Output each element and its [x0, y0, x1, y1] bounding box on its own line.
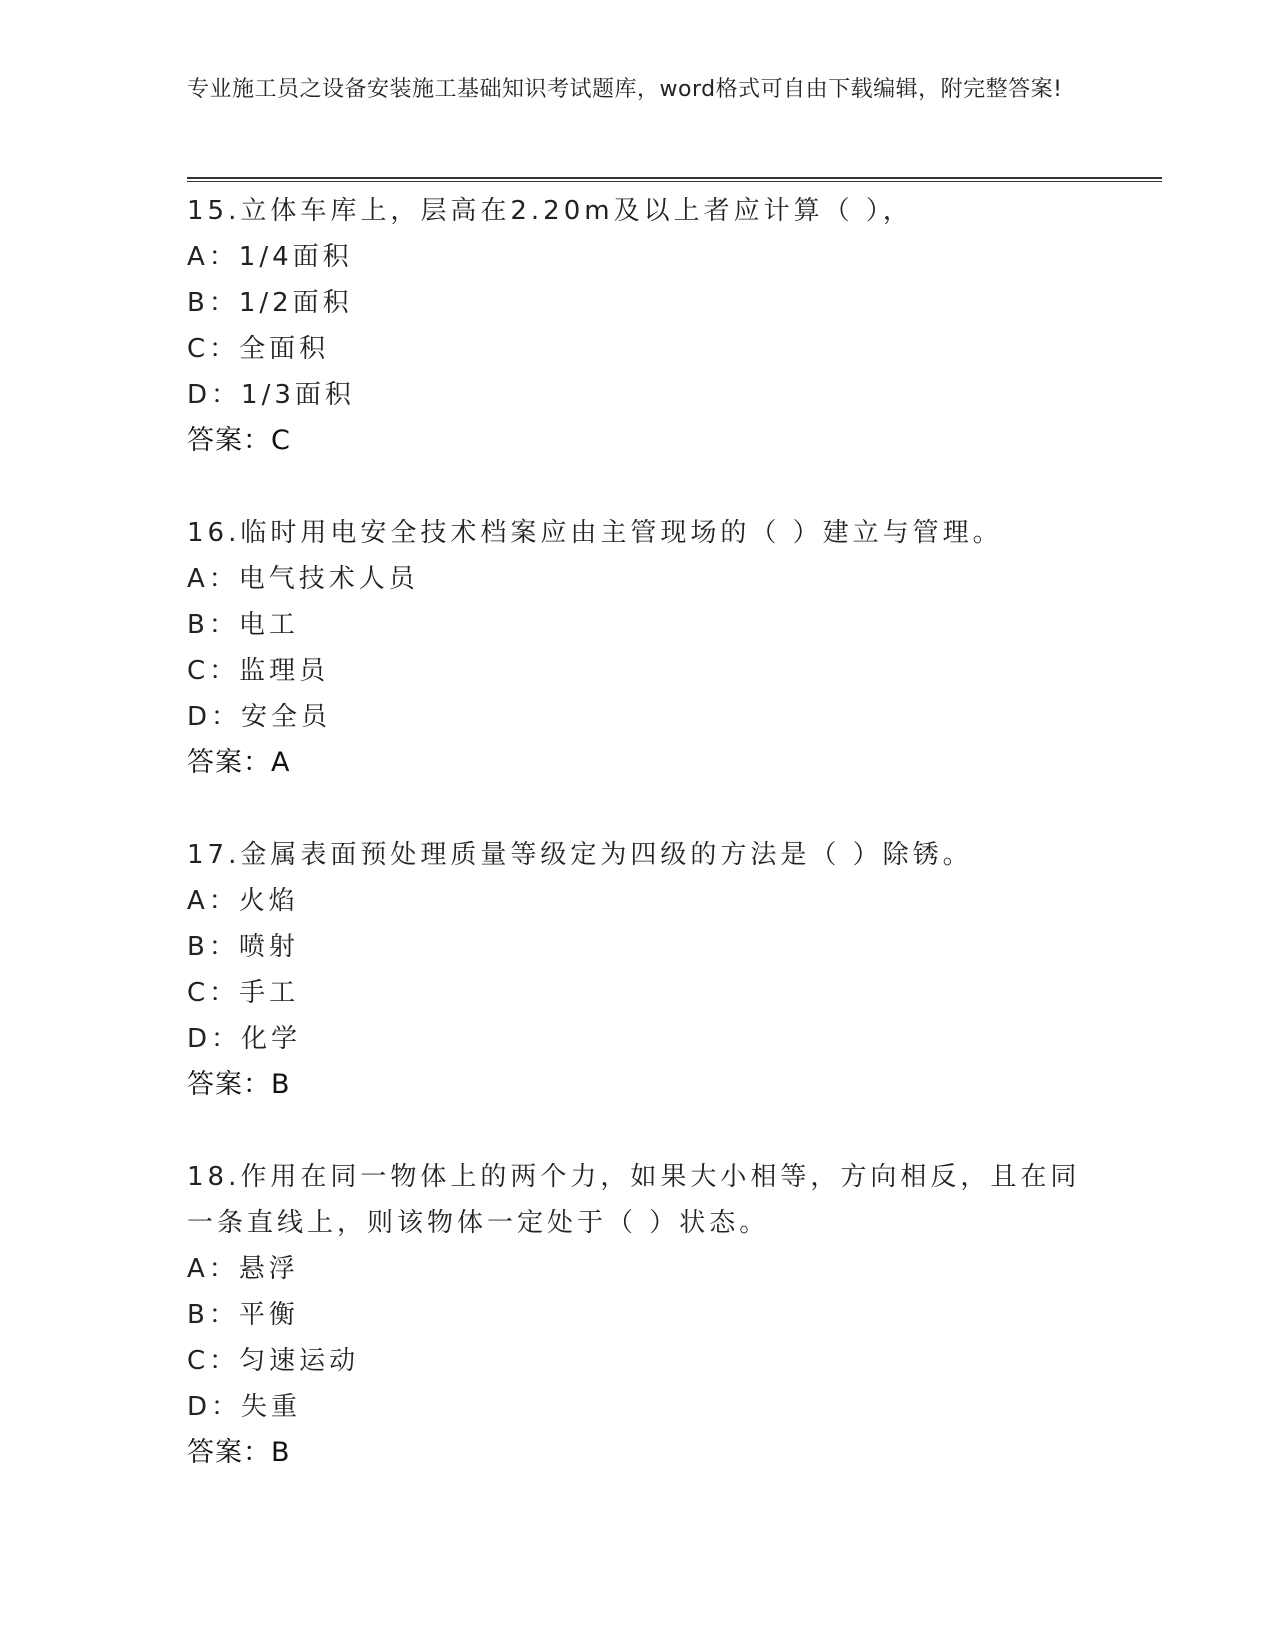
option-a: A：1/4面积: [187, 242, 353, 272]
option-c: C：全面积: [187, 334, 330, 364]
answer-line: [187, 1430, 1087, 1476]
document-header: 专业施工员之设备安装施工基础知识考试题库，word格式可自由下载编辑，附完整答案!: [187, 77, 1063, 102]
option-c: C：监理员: [187, 656, 330, 686]
option-b: B：喷射: [187, 932, 299, 962]
answer-line: [187, 1062, 1087, 1108]
question-15: [187, 188, 1087, 464]
option-d: D：失重: [187, 1392, 302, 1422]
option-c: C：手工: [187, 978, 300, 1008]
option-c: C：匀速运动: [187, 1346, 360, 1376]
option-b: B：电工: [187, 610, 299, 640]
answer-value: A: [271, 747, 291, 778]
answer-label: 答案：: [187, 1437, 271, 1468]
question-16: [187, 510, 1087, 786]
answer-label: 答案：: [187, 425, 271, 456]
question-list: [187, 188, 1087, 1522]
option-d: D：化学: [187, 1024, 302, 1054]
header-divider: [187, 177, 1162, 182]
answer-value: B: [271, 1437, 291, 1468]
answer-label: 答案：: [187, 747, 271, 778]
option-a: A：电气技术人员: [187, 564, 419, 594]
option-d: D：安全员: [187, 702, 332, 732]
question-text: 16.临时用电安全技术档案应由主管现场的（ ）建立与管理。: [187, 518, 1003, 548]
answer-value: C: [271, 425, 291, 456]
question-18: [187, 1154, 1087, 1476]
answer-label: 答案：: [187, 1069, 271, 1100]
question-17: [187, 832, 1087, 1108]
option-a: A：悬浮: [187, 1254, 299, 1284]
answer-line: [187, 740, 1087, 786]
question-text: 18.作用在同一物体上的两个力，如果大小相等，方向相反，且在同一条直线上，则该物体一定处于（ ）状态。: [187, 1162, 1081, 1238]
answer-value: B: [271, 1069, 291, 1100]
question-text: 17.金属表面预处理质量等级定为四级的方法是（ ）除锈。: [187, 840, 973, 870]
question-text: 15.立体车库上，层高在2.20m及以上者应计算（ ），: [187, 196, 913, 226]
option-b: B：平衡: [187, 1300, 299, 1330]
option-a: A：火焰: [187, 886, 299, 916]
option-d: D：1/3面积: [187, 380, 355, 410]
option-b: B：1/2面积: [187, 288, 353, 318]
answer-line: [187, 418, 1087, 464]
